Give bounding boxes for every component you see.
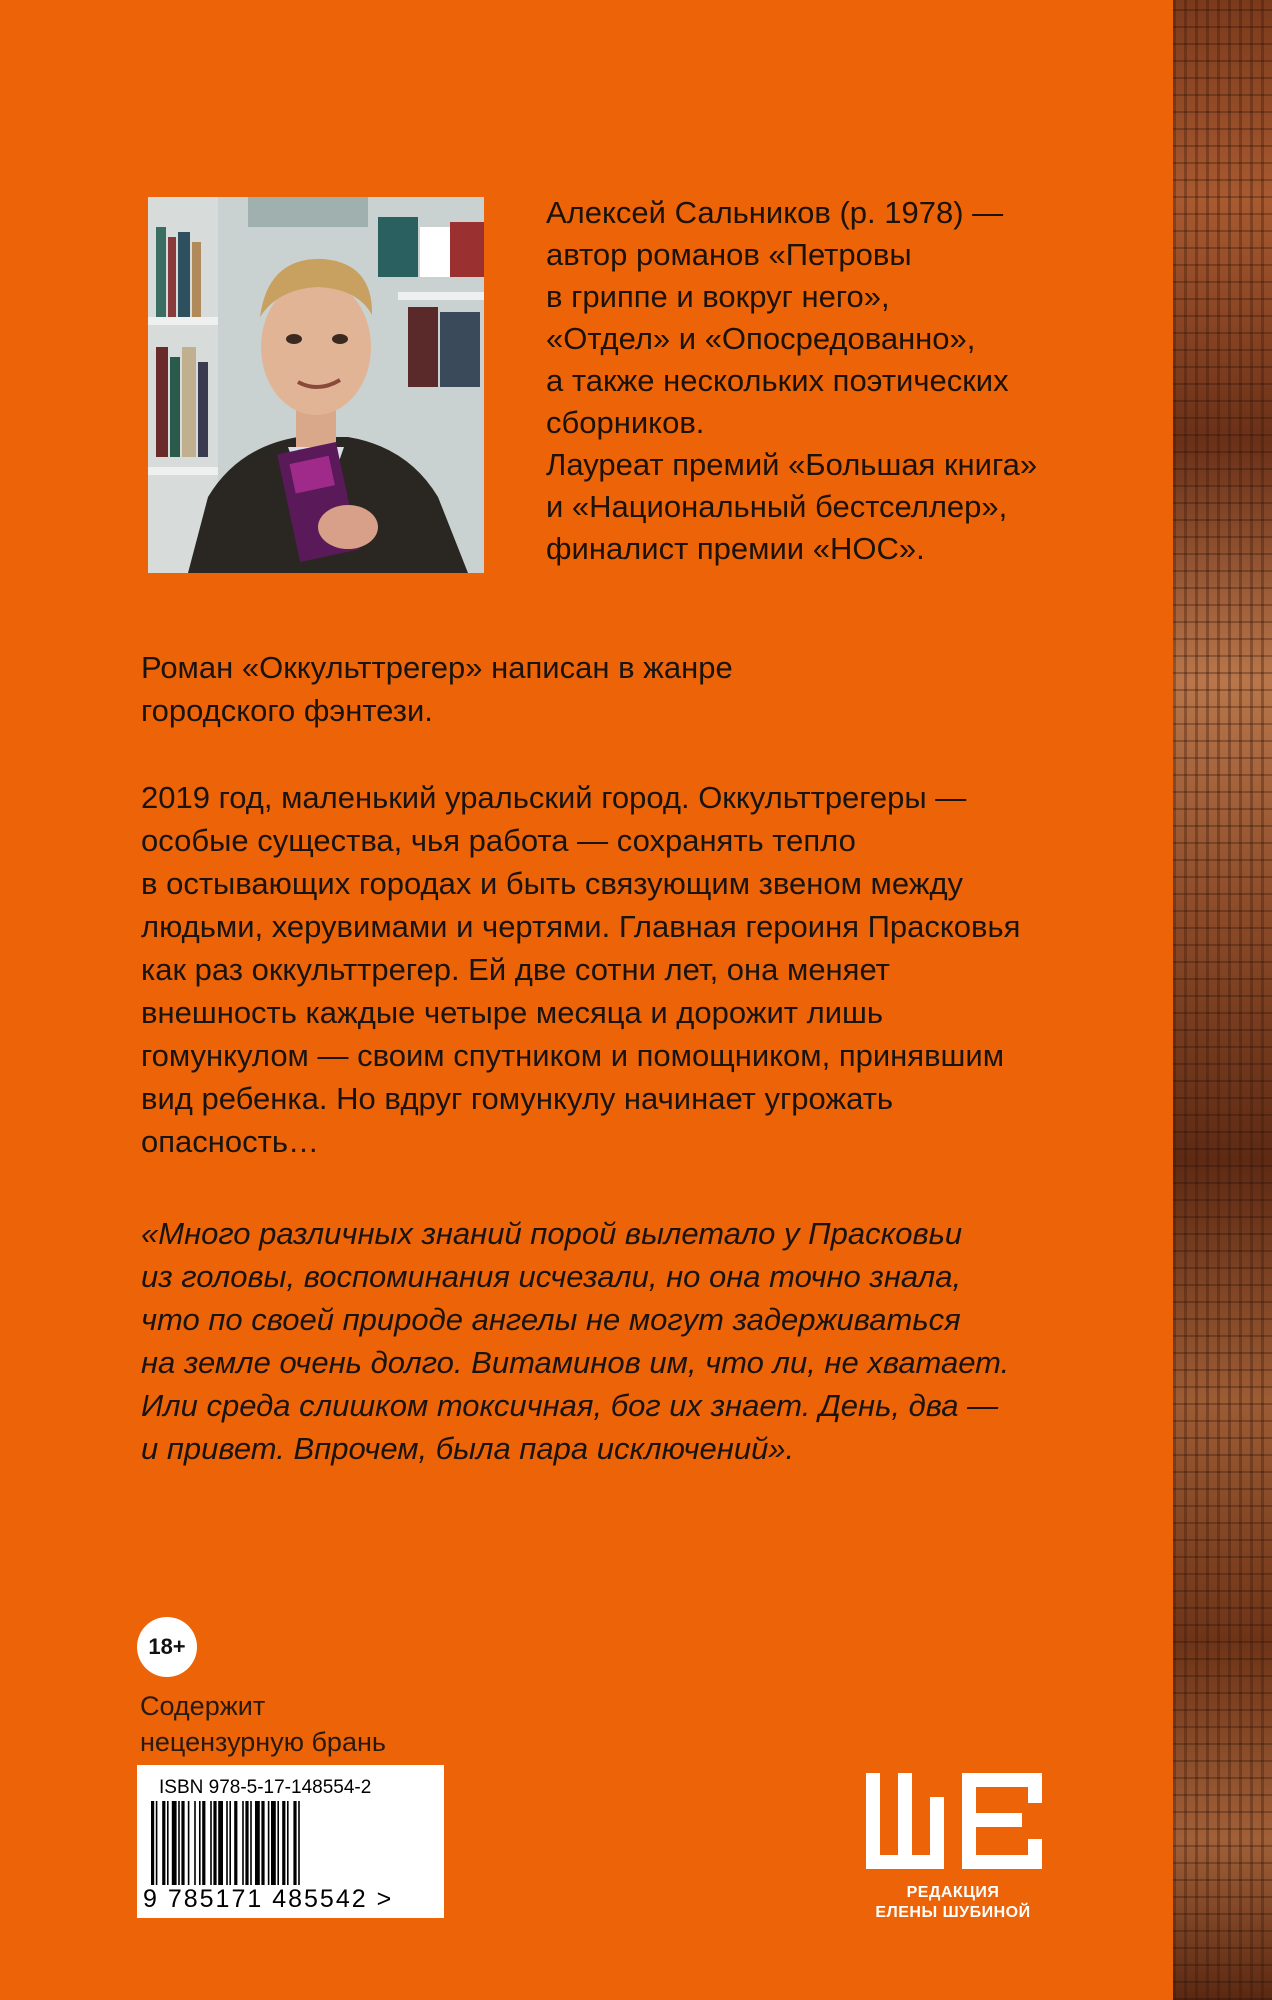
plot-line: людьми, херувимами и чертями. Главная героиня Прасковья [141, 909, 1021, 944]
author-bio [546, 192, 1086, 570]
quote-line: Или среда слишком токсичная, бог их знает. День, два — [141, 1388, 999, 1423]
bio-line: Лауреат премий «Большая книга» [546, 447, 1038, 482]
plot-line: 2019 год, маленький уральский город. Оккульттрегеры — [141, 780, 967, 815]
plot-line: внешность каждые четыре месяца и дорожит лишь [141, 995, 884, 1030]
bio-line: в гриппе и вокруг него», [546, 279, 890, 314]
quote-line: и привет. Впрочем, была пара исключений». [141, 1431, 795, 1466]
quote-line: «Много различных знаний порой вылетало у Прасковьи [141, 1216, 963, 1251]
publisher-imprint [858, 1883, 1048, 1923]
plot-line: как раз оккульттрегер. Ей две сотни лет, она меняет [141, 952, 890, 987]
quote-line: из головы, воспоминания исчезали, но она точно знала, [141, 1259, 962, 1294]
lead-line: Роман «Оккульттрегер» написан в жанре [141, 650, 733, 685]
isbn-label: ISBN 978-5-17-148554-2 [159, 1777, 372, 1798]
warning-line: нецензурную брань [140, 1727, 386, 1757]
author-photo [148, 197, 484, 573]
age-rating-badge: 18+ [137, 1617, 197, 1677]
book-quote [141, 1212, 1121, 1470]
bio-line: а также нескольких поэтических [546, 363, 1009, 398]
bio-line: Алексей Сальников (р. 1978) — [546, 195, 1004, 230]
plot-summary [141, 776, 1131, 1163]
content-warning [140, 1688, 386, 1760]
bio-line: финалист премии «НОС». [546, 531, 925, 566]
plot-line: опасность… [141, 1124, 319, 1159]
plot-line: гомункулом — своим спутником и помощником, принявшим [141, 1038, 1005, 1073]
genre-lead [141, 646, 1101, 732]
imprint-line: ЕЛЕНЫ ШУБИНОЙ [875, 1904, 1031, 1921]
bio-line: сборников. [546, 405, 705, 440]
barcode-bars [151, 1801, 431, 1891]
lead-line: городского фэнтези. [141, 693, 433, 728]
quote-line: что по своей природе ангелы не могут задерживаться [141, 1302, 961, 1337]
plot-line: вид ребенка. Но вдруг гомункулу начинает угрожать [141, 1081, 894, 1116]
bio-line: автор романов «Петровы [546, 237, 912, 272]
publisher-logo-icon [866, 1773, 1042, 1869]
bio-line: и «Национальный бестселлер», [546, 489, 1008, 524]
bio-line: «Отдел» и «Опосредованно», [546, 321, 976, 356]
imprint-line: РЕДАКЦИЯ [906, 1884, 1000, 1901]
plot-line: в остывающих городах и быть связующим звеном между [141, 866, 964, 901]
spine-photo-strip [1173, 0, 1272, 2000]
barcode-digits: 9 785171 485542 > [143, 1885, 394, 1913]
plot-line: особые существа, чья работа — сохранять тепло [141, 823, 856, 858]
isbn-barcode [137, 1765, 444, 1918]
quote-line: на земле очень долго. Витаминов им, что ли, не хватает. [141, 1345, 1010, 1380]
warning-line: Содержит [140, 1691, 266, 1721]
